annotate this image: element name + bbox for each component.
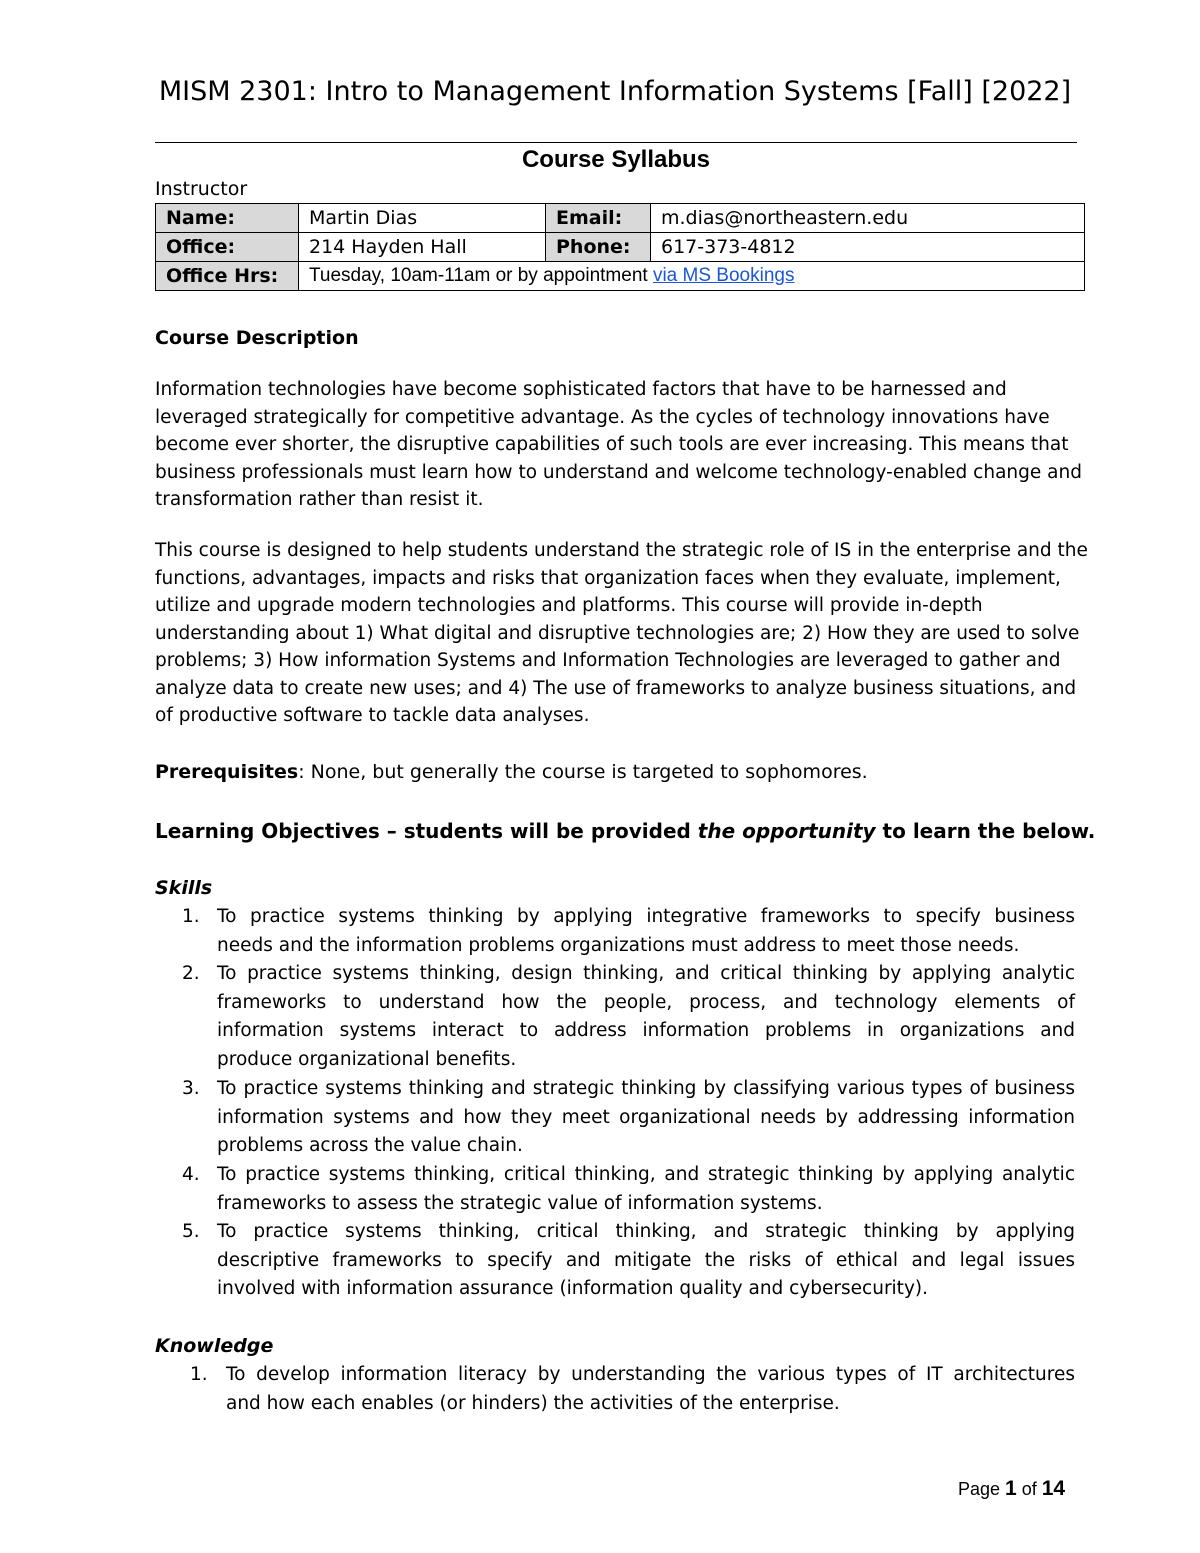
list-line: needs and the information problems organizations must address to meet those needs. (217, 934, 1020, 956)
title-divider (155, 142, 1077, 143)
learning-objectives-heading (155, 817, 1095, 845)
phone-label: Phone: (546, 233, 651, 262)
office-hours-value (299, 262, 1085, 291)
list-line: frameworks to understand how the people, process, and technology elements of (217, 991, 1075, 1013)
page-footer (958, 1476, 1065, 1502)
list-number: 2. (182, 963, 200, 984)
list-line: To practice systems thinking, design thinking, and critical thinking by applying analytic (217, 963, 1075, 984)
instructor-name: Martin Dias (299, 204, 546, 233)
heading-emphasis: the opportunity (697, 819, 876, 843)
list-line: To practice systems thinking by applying integrative frameworks to specify business (217, 906, 1075, 927)
syllabus-heading: Course Syllabus (521, 146, 711, 173)
list-line: information systems and how they meet organizational needs by addressing information (217, 1106, 1075, 1128)
description-paragraph-1 (155, 376, 1090, 514)
table-row (156, 262, 1085, 291)
paragraph-line: leveraged strategically for competitive advantage. As the cycles of technology innovations have (155, 406, 1050, 428)
heading-part: Learning Objectives – students will be provided (155, 819, 698, 843)
email-label: Email: (546, 204, 651, 233)
list-line: involved with information assurance (information quality and cybersecurity). (217, 1278, 928, 1300)
list-number: 4. (182, 1164, 200, 1185)
document-title: MISM 2301: Intro to Management Information Systems [Fall] [2022] (158, 76, 1072, 107)
office-hours-label: Office Hrs: (156, 262, 299, 291)
prerequisites-label: Prerequisites (155, 761, 299, 783)
list-number: 5. (182, 1221, 200, 1242)
list-number: 3. (182, 1078, 200, 1099)
list-line: information systems interact to address information problems in organizations and (217, 1020, 1075, 1042)
prerequisites-text: : None, but generally the course is targeted to sophomores. (298, 761, 868, 783)
skills-heading: Skills (155, 877, 213, 899)
description-paragraph-2 (155, 537, 1090, 730)
list-line: To develop information literacy by understanding the various types of IT architectures (226, 1364, 1075, 1385)
instructor-label: Instructor (155, 178, 248, 200)
paragraph-line: transformation rather than resist it. (155, 489, 484, 510)
paragraph-line: of productive software to tackle data analyses. (155, 705, 590, 726)
paragraph-line: problems; 3) How information Systems and Information Technologies are leveraged to gather and (155, 650, 1061, 671)
ms-bookings-link[interactable]: via MS Bookings (652, 265, 795, 286)
course-description-heading: Course Description (155, 327, 359, 349)
paragraph-line: understanding about 1) What digital and disruptive technologies are; 2) How they are used to solve (155, 622, 1080, 644)
list-line: To practice systems thinking, critical thinking, and strategic thinking by applying (217, 1221, 1075, 1242)
page-total: 14 (1041, 1477, 1066, 1500)
knowledge-heading: Knowledge (155, 1335, 274, 1357)
page-number: 1 (1005, 1477, 1017, 1500)
list-number: 1. (190, 1364, 208, 1385)
list-line: frameworks to assess the strategic value of information systems. (217, 1192, 823, 1214)
instructor-email: m.dias@northeastern.edu (651, 204, 1085, 233)
list-line: To practice systems thinking and strategic thinking by classifying various types of business (217, 1078, 1075, 1099)
paragraph-line: become ever shorter, the disruptive capabilities of such tools are ever increasing. This means that (155, 434, 1069, 455)
page-word: Page (958, 1479, 1006, 1499)
paragraph-line: functions, advantages, impacts and risks that organization faces when they evaluate, implement, (155, 567, 1061, 589)
office-label: Office: (156, 233, 299, 262)
paragraph-line: business professionals must learn how to understand and welcome technology-enabled change and (155, 461, 1082, 483)
list-line: To practice systems thinking, critical thinking, and strategic thinking by applying analytic (217, 1164, 1075, 1185)
paragraph-line: Information technologies have become sophisticated factors that have to be harnessed and (155, 379, 1007, 400)
list-line: descriptive frameworks to specify and mitigate the risks of ethical and legal issues (217, 1249, 1075, 1271)
list-line: problems across the value chain. (217, 1135, 523, 1157)
office-hours-text: Tuesday, 10am-11am or by appointment (309, 265, 653, 286)
paragraph-line: utilize and upgrade modern technologies and platforms. This course will provide in-depth (155, 595, 983, 616)
of-word: of (1016, 1479, 1042, 1499)
instructor-phone: 617-373-4812 (651, 233, 1085, 262)
paragraph-line: This course is designed to help students understand the strategic role of IS in the enterprise and the (155, 540, 1088, 561)
list-line: produce organizational benefits. (217, 1048, 517, 1070)
table-row (156, 233, 1085, 262)
name-label: Name: (156, 204, 299, 233)
paragraph-line: analyze data to create new uses; and 4) The use of frameworks to analyze business situations, and (155, 677, 1077, 699)
instructor-office: 214 Hayden Hall (299, 233, 546, 262)
list-number: 1. (182, 906, 200, 927)
instructor-table (155, 203, 1085, 291)
heading-part: to learn the below. (875, 819, 1096, 843)
table-row (156, 204, 1085, 233)
list-line: and how each enables (or hinders) the activities of the enterprise. (226, 1392, 840, 1414)
prerequisites (155, 758, 868, 786)
